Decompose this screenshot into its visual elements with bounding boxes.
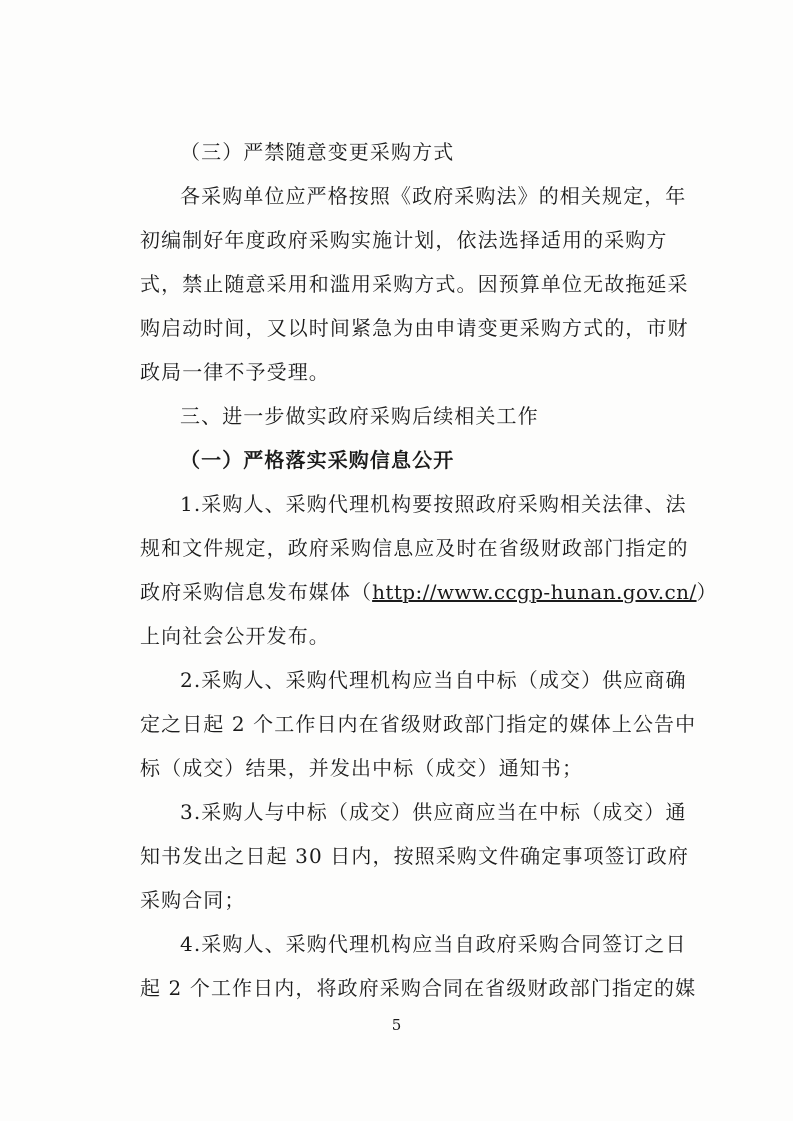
item1-line: 1.采购人、采购代理机构要按照政府采购相关法律、法 (180, 492, 687, 516)
item4-line: 起 2 个工作日内，将政府采购合同在省级财政部门指定的媒 (140, 976, 697, 1000)
para-line: 各采购单位应严格按照《政府采购法》的相关规定，年 (180, 184, 687, 208)
item1-line: 规和文件规定，政府采购信息应及时在省级财政部门指定的 (140, 536, 689, 560)
item2-line: 定之日起 2 个工作日内在省级财政部门指定的媒体上公告中 (140, 712, 697, 736)
para-line: 初编制好年度政府采购实施计划，依法选择适用的采购方 (140, 228, 668, 252)
ccgp-hunan-link[interactable]: http://www.ccgp-hunan.gov.cn/ (372, 580, 697, 604)
item3-line: 知书发出之日起 30 日内，按照采购文件确定事项签订政府 (140, 844, 689, 868)
item1-line-with-url (140, 570, 718, 614)
item4-line: 4.采购人、采购代理机构应当自政府采购合同签订之日 (180, 932, 687, 956)
item3-line: 3.采购人与中标（成交）供应商应当在中标（成交）通 (180, 800, 687, 824)
item2-line: 2.采购人、采购代理机构应当自中标（成交）供应商确 (180, 668, 687, 692)
item2-line: 标（成交）结果，并发出中标（成交）通知书； (140, 756, 584, 780)
item3-line: 采购合同； (140, 888, 246, 912)
para-line: 式，禁止随意采用和滥用采购方式。因预算单位无故拖延采 (140, 272, 689, 296)
page-number: 5 (391, 1016, 402, 1034)
para-line: 政局一律不予受理。 (140, 360, 330, 384)
sub-heading-one: （一）严格落实采购信息公开 (180, 448, 455, 472)
para-line: 购启动时间，又以时间紧急为由申请变更采购方式的，市财 (140, 316, 689, 340)
document-body (140, 130, 718, 1010)
item1-url-suffix: ） (696, 580, 718, 604)
sub-heading-three: （三）严禁随意变更采购方式 (180, 140, 455, 164)
section-heading-three: 三、进一步做实政府采购后续相关工作 (180, 404, 539, 428)
item1-url-prefix: 政府采购信息发布媒体（ (140, 580, 373, 604)
item1-line: 上向社会公开发布。 (140, 624, 330, 648)
